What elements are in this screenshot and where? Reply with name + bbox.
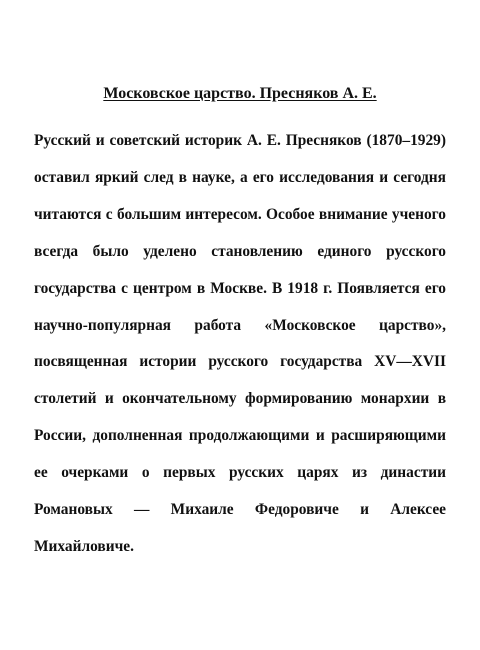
document-paragraph: Русский и советский историк А. Е. Пресняков (1870–1929) оставил яркий след в науке, а его исследования и сегодня читаются с большим интересом. Особое внимание ученого всегда было уделено становлению единого русского государства с центром в Москве. В 1918 г. Появляется его научно-популярная работа «Московское царство», посвященная истории русского государства XV—XVII столетий и окончательному формированию монархии в России, дополненная продолжающими и расширяющими ее очерками о первых русских царях из династии Романовых — Михаиле Федоровиче и Алексее Михайловиче. xyxy=(34,132,446,555)
document-title: Московское царство. Пресняков А. Е. xyxy=(103,85,377,102)
